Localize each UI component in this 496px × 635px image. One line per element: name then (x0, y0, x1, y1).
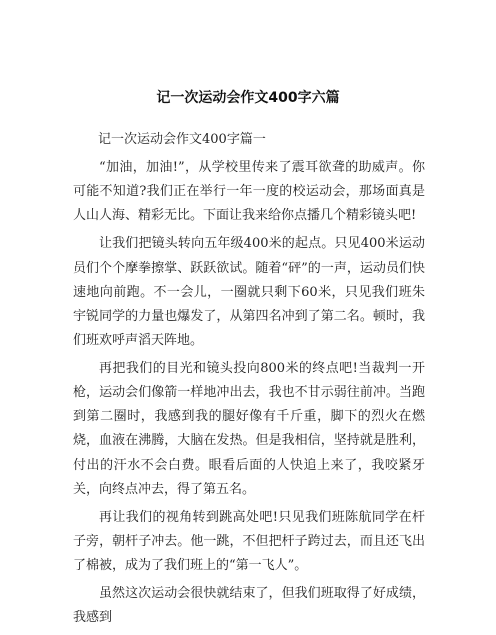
section-heading: 记一次运动会作文400字篇一 (98, 132, 266, 147)
paragraph: 让我们把镜头转向五年级400米的起点。只见400米运动员们个个摩拳擦掌、跃跃欲试。随着“砰”的一声，运动员们快速地向前跑。不一会儿，一圈就只剩下60米，只见我们班朱宇锐同学的力量也爆发了，从第四名冲到了第二名。顿时，我们班欢呼声滔天阵地。 (73, 236, 425, 348)
article-body (73, 156, 425, 635)
paragraph: “加油，加油!”，从学校里传来了震耳欲聋的助威声。你可能不知道?我们正在举行一年一度的校运动会，那场面真是人山人海、精彩无比。下面让我来给你点播几个精彩镜头吧! (73, 160, 425, 224)
page-title: 记一次运动会作文400字六篇 (156, 90, 340, 106)
paragraph: 再把我们的目光和镜头投向800米的终点吧!当裁判一开枪，运动会们像箭一样地冲出去，我也不甘示弱往前冲。当跑到第二圈时，我感到我的腿好像有千斤重，脚下的烈火在燃烧，血液在沸腾，大脑在发热。但是我相信，坚持就是胜利，付出的汗水不会白费。眼看后面的人快追上来了，我咬紧牙关，向终点冲去，得了第五名。 (73, 361, 425, 497)
paragraph: 虽然这次运动会很快就结束了，但我们班取得了好成绩，我感到 (73, 586, 425, 626)
paragraph: 再让我们的视角转到跳高处吧!只见我们班陈航同学在杆子旁，朝杆子冲去。他一跳，不但把杆子跨过去，而且还飞出了棉被，成为了我们班上的“第一飞人”。 (73, 509, 425, 574)
